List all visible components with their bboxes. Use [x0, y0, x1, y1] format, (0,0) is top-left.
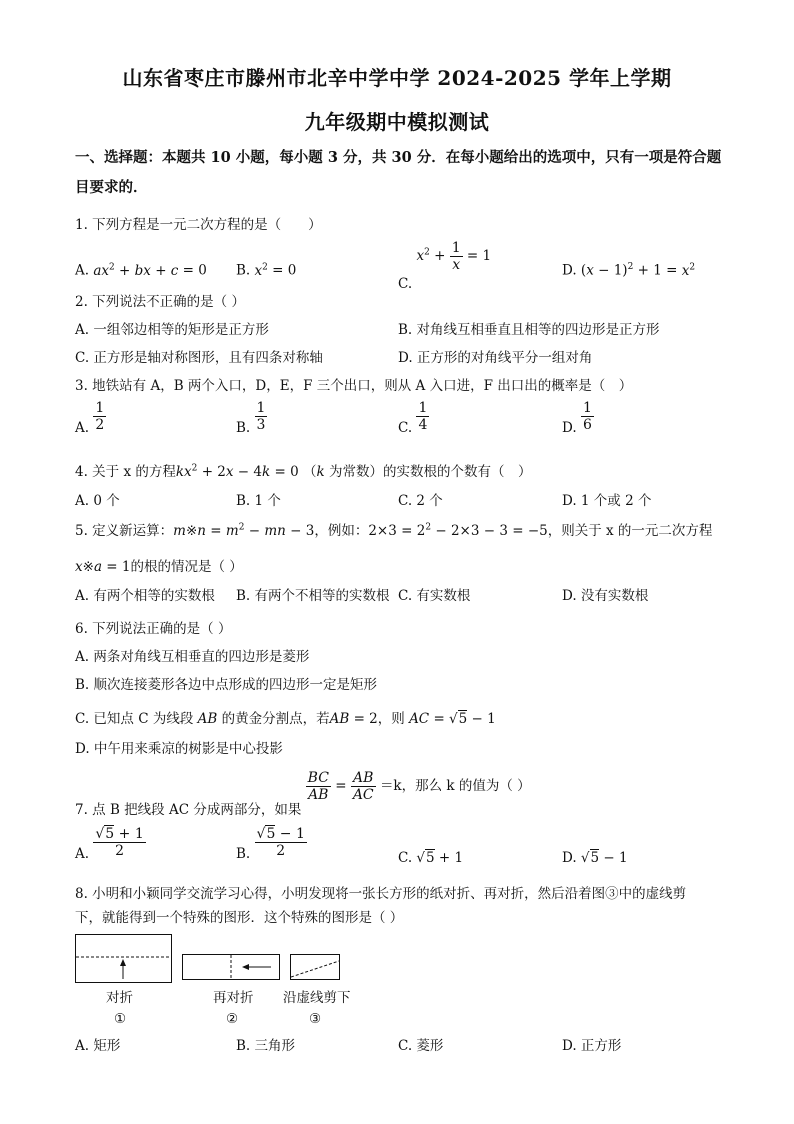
q4-option-a: A. 0 个	[75, 493, 120, 509]
fig2-diagram	[183, 955, 279, 979]
fig3-number: ③	[309, 1011, 322, 1027]
q4-option-c: C. 2 个	[398, 493, 443, 509]
fig2-caption: 再对折	[213, 990, 254, 1006]
q5-option-d: D. 没有实数根	[562, 588, 649, 604]
q7-option-a: A. $\frac{√5 + 1}{2}$	[75, 826, 144, 862]
fig3-paper	[290, 954, 340, 980]
q4-option-b: B. 1 个	[236, 493, 281, 509]
q6-option-d: D. 中午用来乘凉的树影是中心投影	[75, 741, 283, 757]
q8-option-d: D. 正方形	[562, 1038, 622, 1054]
fig1-caption: 对折	[106, 990, 133, 1006]
q1-stem: 1. 下列方程是一元二次方程的是（ ）	[75, 217, 322, 233]
q2-option-b: B. 对角线互相垂直且相等的四边形是正方形	[398, 322, 660, 338]
q5-option-c: C. 有实数根	[398, 588, 471, 604]
q7-option-d: D. √5 − 1	[562, 850, 628, 866]
section-heading: 一、选择题：本题共 10 小题，每小题 3 分，共 30 分．在每小题给出的选项中，只有一项是符合题目要求的．	[75, 149, 722, 196]
q3-option-c: C. $\frac{1}{4}$	[398, 400, 428, 436]
q5-option-a: A. 有两个相等的实数根	[75, 588, 215, 604]
q3-option-b: B. $\frac{1}{3}$	[236, 400, 266, 436]
q2-stem: 2. 下列说法不正确的是（ ）	[75, 294, 245, 310]
q6-option-c: C. 已知点 C 为线段 AB 的黄金分割点，若AB = 2，则 AC = √5 − 1	[75, 711, 496, 727]
q8-option-a: A. 矩形	[75, 1038, 121, 1054]
fig1-diagram	[76, 935, 171, 982]
q2-option-a: A. 一组邻边相等的矩形是正方形	[75, 322, 269, 338]
q3-option-d: D. $\frac{1}{6}$	[562, 400, 592, 436]
q7-stem: 7. 点 B 把线段 AC 分成两部分，如果 $\frac{BC}{AB}$ = $\frac{AB}{AC}$ ＝k，那么 k 的值为（ ）	[75, 770, 531, 818]
q5-stem: 5. 定义新运算：m※n = $m^2$ − mn − 3，例如：$2\times 3 = 2^2 - 2\times 3 - 3 = -5$，则关于 x 的一元二次方程	[75, 522, 713, 539]
q7-option-c: C. √5 + 1	[398, 850, 464, 866]
exam-title-line2: 九年级期中模拟测试	[304, 110, 490, 134]
q6-option-a: A. 两条对角线互相垂直的四边形是菱形	[75, 649, 310, 665]
fig3-diagram	[291, 955, 339, 979]
fig2-paper	[182, 954, 280, 980]
fig3-caption: 沿虚线剪下	[283, 990, 351, 1006]
q4-option-d: D. 1 个或 2 个	[562, 493, 652, 509]
q7-option-b: B. $\frac{√5 - 1}{2}$	[236, 826, 305, 862]
exam-title-line1: 山东省枣庄市滕州市北辛中学中学 2024-2025 学年上学期	[122, 66, 672, 90]
fig1-number: ①	[114, 1011, 127, 1027]
q6-stem: 6. 下列说法正确的是（ ）	[75, 621, 232, 637]
fig2-number: ②	[226, 1011, 239, 1027]
fig1-paper	[75, 934, 172, 983]
q8-option-c: C. 菱形	[398, 1038, 444, 1054]
q1-option-b: B. $x^2 = 0$	[236, 262, 297, 279]
q1-option-a: A. $ax^2$ + bx + c = 0	[75, 262, 207, 279]
q8-stem-line1: 8. 小明和小颖同学交流学习心得，小明发现将一张长方形的纸对折、再对折，然后沿着图③中的虚线剪	[75, 886, 687, 902]
q1-option-c: C. $x^2$ + $\frac{1}{x}$ = 1	[398, 240, 492, 292]
q2-option-d: D. 正方形的对角线平分一组对角	[398, 350, 593, 366]
q5-option-b: B. 有两个不相等的实数根	[236, 588, 390, 604]
q8-option-b: B. 三角形	[236, 1038, 296, 1054]
q2-option-c: C. 正方形是轴对称图形，且有四条对称轴	[75, 350, 323, 366]
q4-stem: 4. 关于 x 的方程$kx^2 + 2x - 4k = 0$ （k 为常数）的实数根的个数有（ ）	[75, 463, 532, 480]
q3-option-a: A. $\frac{1}{2}$	[75, 400, 105, 436]
q3-stem: 3. 地铁站有 A，B 两个入口，D，E，F 三个出口，则从 A 入口进，F 出口出的概率是（ ）	[75, 378, 633, 394]
q1-option-d: D. $(x - 1)^2 + 1 = x^2$	[562, 262, 696, 279]
q6-option-b: B. 顺次连接菱形各边中点形成的四边形一定是矩形	[75, 677, 378, 693]
q8-stem-line2: 下，就能得到一个特殊的图形．这个特殊的图形是（ ）	[75, 910, 404, 926]
q5-stem-line2: x※a = 1的根的情况是（ ）	[75, 559, 243, 575]
